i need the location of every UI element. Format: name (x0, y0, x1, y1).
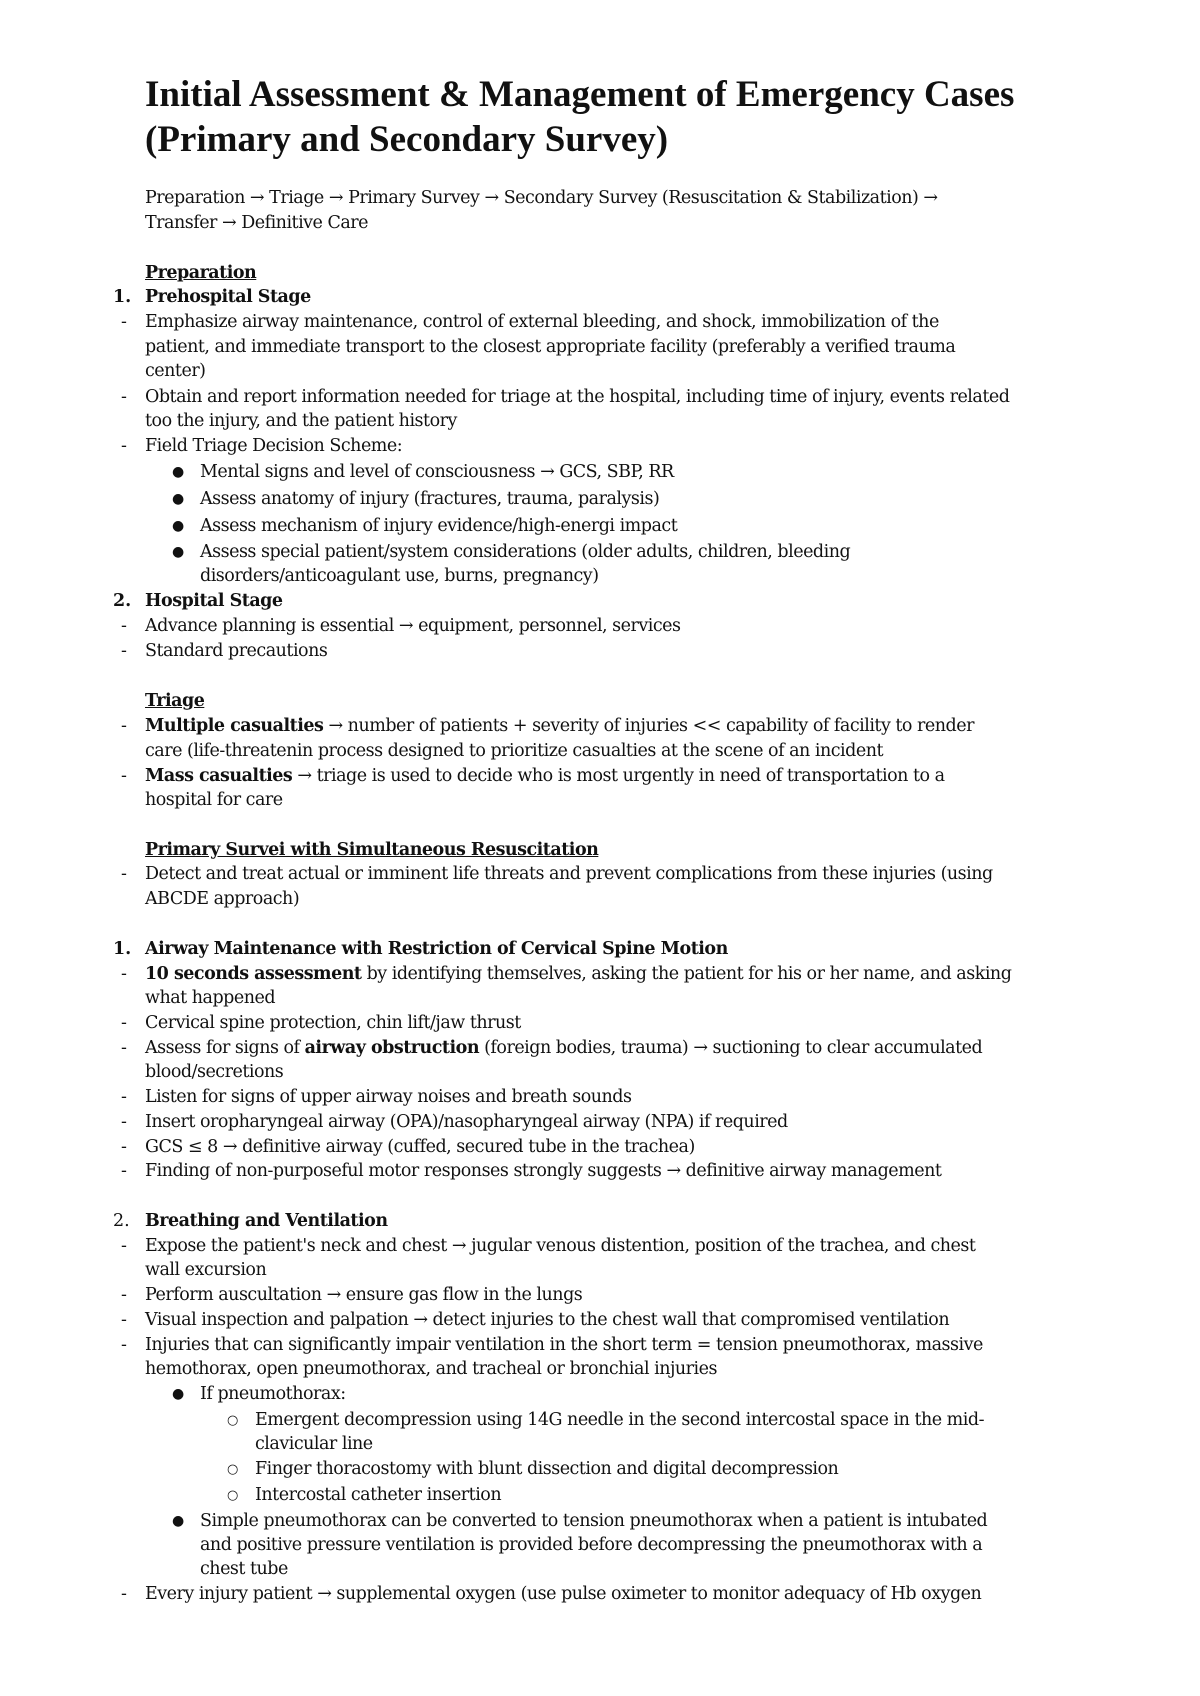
sub-item: Mental signs and level of consciousness → GCS, SBP, RR (200, 462, 674, 482)
dash-marker: - (121, 1112, 127, 1132)
list-item: Assess for signs of airway obstruction (foreign bodies, trauma) → suctioning to clear accumulated (145, 1038, 983, 1058)
sub-item: and positive pressure ventilation is provided before decompressing the pneumothorax with a (200, 1535, 983, 1555)
list-item: Mass casualties → triage is used to decide who is most urgently in need of transportation to a (145, 766, 945, 786)
list-item: care (life-threatenin process designed to prioritize casualties at the scene of an incident (145, 741, 884, 761)
list-item: Injuries that can significantly impair ventilation in the short term = tension pneumothorax, massive (145, 1335, 983, 1355)
circle-marker: ○ (227, 1462, 239, 1477)
sub-item: disorders/anticoagulant use, burns, pregnancy) (200, 566, 599, 586)
list-item: too the injury, and the patient history (145, 411, 457, 431)
list-item: Field Triage Decision Scheme: (145, 436, 403, 456)
circle-marker: ○ (227, 1488, 239, 1503)
list-item: Insert oropharyngeal airway (OPA)/nasopharyngeal airway (NPA) if required (145, 1112, 788, 1132)
dash-marker: - (121, 1285, 127, 1305)
list-item: wall excursion (145, 1260, 267, 1280)
list-number: 1. (113, 939, 132, 959)
list-number: 1. (113, 287, 132, 307)
dash-marker: - (121, 1087, 127, 1107)
sub-item: Assess anatomy of injury (fractures, trauma, paralysis) (200, 489, 660, 509)
list-item: Listen for signs of upper airway noises and breath sounds (145, 1087, 632, 1107)
list-item: Detect and treat actual or imminent life threats and prevent complications from these injuries (using (145, 864, 993, 884)
breathing-title: Breathing and Ventilation (145, 1211, 388, 1231)
sub-item: If pneumothorax: (200, 1384, 346, 1404)
dash-marker: - (121, 387, 127, 407)
dash-marker: - (121, 864, 127, 884)
dash-marker: - (121, 312, 127, 332)
preparation-heading: Preparation (145, 263, 257, 283)
list-number: 2. (113, 1211, 130, 1231)
bullet-marker: ● (172, 518, 185, 534)
list-item: Finding of non-purposeful motor responses strongly suggests → definitive airway management (145, 1161, 942, 1181)
sub-item: chest tube (200, 1559, 288, 1579)
list-item: blood/secretions (145, 1062, 284, 1082)
dash-marker: - (121, 1335, 127, 1355)
dash-marker: - (121, 436, 127, 456)
list-item: GCS ≤ 8 → definitive airway (cuffed, secured tube in the trachea) (145, 1137, 695, 1157)
bullet-marker: ● (172, 464, 185, 480)
dash-marker: - (121, 1310, 127, 1330)
list-item: Visual inspection and palpation → detect injuries to the chest wall that compromised ventilation (145, 1310, 950, 1330)
dash-marker: - (121, 1137, 127, 1157)
primary-heading: Primary Survei with Simultaneous Resuscitation (145, 840, 599, 860)
document-title (145, 72, 1145, 162)
airway-title: Airway Maintenance with Restriction of Cervical Spine Motion (145, 939, 728, 959)
sub-sub-item: clavicular line (255, 1434, 373, 1454)
hospital-title: Hospital Stage (145, 591, 283, 611)
list-item: 10 seconds assessment by identifying themselves, asking the patient for his or her name, and asking (145, 964, 1012, 984)
list-item: hospital for care (145, 790, 283, 810)
list-item: Every injury patient → supplemental oxygen (use pulse oximeter to monitor adequacy of Hb oxygen (145, 1584, 982, 1604)
bullet-marker: ● (172, 544, 185, 560)
triage-heading: Triage (145, 691, 205, 711)
list-item: Advance planning is essential → equipment, personnel, services (145, 616, 681, 636)
dash-marker: - (121, 766, 127, 786)
dash-marker: - (121, 1236, 127, 1256)
list-item: Multiple casualties → number of patients + severity of injuries << capability of facility to render (145, 716, 974, 736)
sub-sub-item: Finger thoracostomy with blunt dissection and digital decompression (255, 1459, 839, 1479)
dash-marker: - (121, 1161, 127, 1181)
bullet-marker: ● (172, 491, 185, 507)
flow-line: Transfer → Definitive Care (145, 213, 369, 233)
flow-line: Preparation → Triage → Primary Survey → Secondary Survey (Resuscitation & Stabilization) → (145, 188, 938, 208)
dash-marker: - (121, 716, 127, 736)
title-line: Initial Assessment & Management of Emergency Cases (145, 74, 1015, 115)
list-item: Standard precautions (145, 641, 328, 661)
sub-sub-item: Emergent decompression using 14G needle in the second intercostal space in the mid- (255, 1410, 984, 1430)
dash-marker: - (121, 616, 127, 636)
dash-marker: - (121, 1584, 127, 1604)
dash-marker: - (121, 1013, 127, 1033)
sub-item: Assess mechanism of injury evidence/high-energi impact (200, 516, 678, 536)
bullet-marker: ● (172, 1386, 185, 1402)
list-item: Obtain and report information needed for triage at the hospital, including time of injury, events related (145, 387, 1010, 407)
dash-marker: - (121, 641, 127, 661)
title-line: (Primary and Secondary Survey) (145, 119, 669, 160)
bullet-marker: ● (172, 1513, 185, 1529)
list-item: Expose the patient's neck and chest → jugular venous distention, position of the trachea, and chest (145, 1236, 976, 1256)
sub-sub-item: Intercostal catheter insertion (255, 1485, 502, 1505)
dash-marker: - (121, 1038, 127, 1058)
list-item: ABCDE approach) (145, 889, 300, 909)
list-number: 2. (113, 591, 132, 611)
circle-marker: ○ (227, 1413, 239, 1428)
list-item: hemothorax, open pneumothorax, and tracheal or bronchial injuries (145, 1359, 717, 1379)
list-item: patient, and immediate transport to the closest appropriate facility (preferably a verified trauma (145, 337, 956, 357)
sub-item: Assess special patient/system considerations (older adults, children, bleeding (200, 542, 851, 562)
prehospital-title: Prehospital Stage (145, 287, 311, 307)
list-item: Cervical spine protection, chin lift/jaw thrust (145, 1013, 521, 1033)
dash-marker: - (121, 964, 127, 984)
list-item: Perform auscultation → ensure gas flow in the lungs (145, 1285, 583, 1305)
sub-item: Simple pneumothorax can be converted to tension pneumothorax when a patient is intubated (200, 1511, 988, 1531)
list-item: center) (145, 361, 206, 381)
list-item: what happened (145, 988, 276, 1008)
list-item: Emphasize airway maintenance, control of external bleeding, and shock, immobilization of the (145, 312, 939, 332)
